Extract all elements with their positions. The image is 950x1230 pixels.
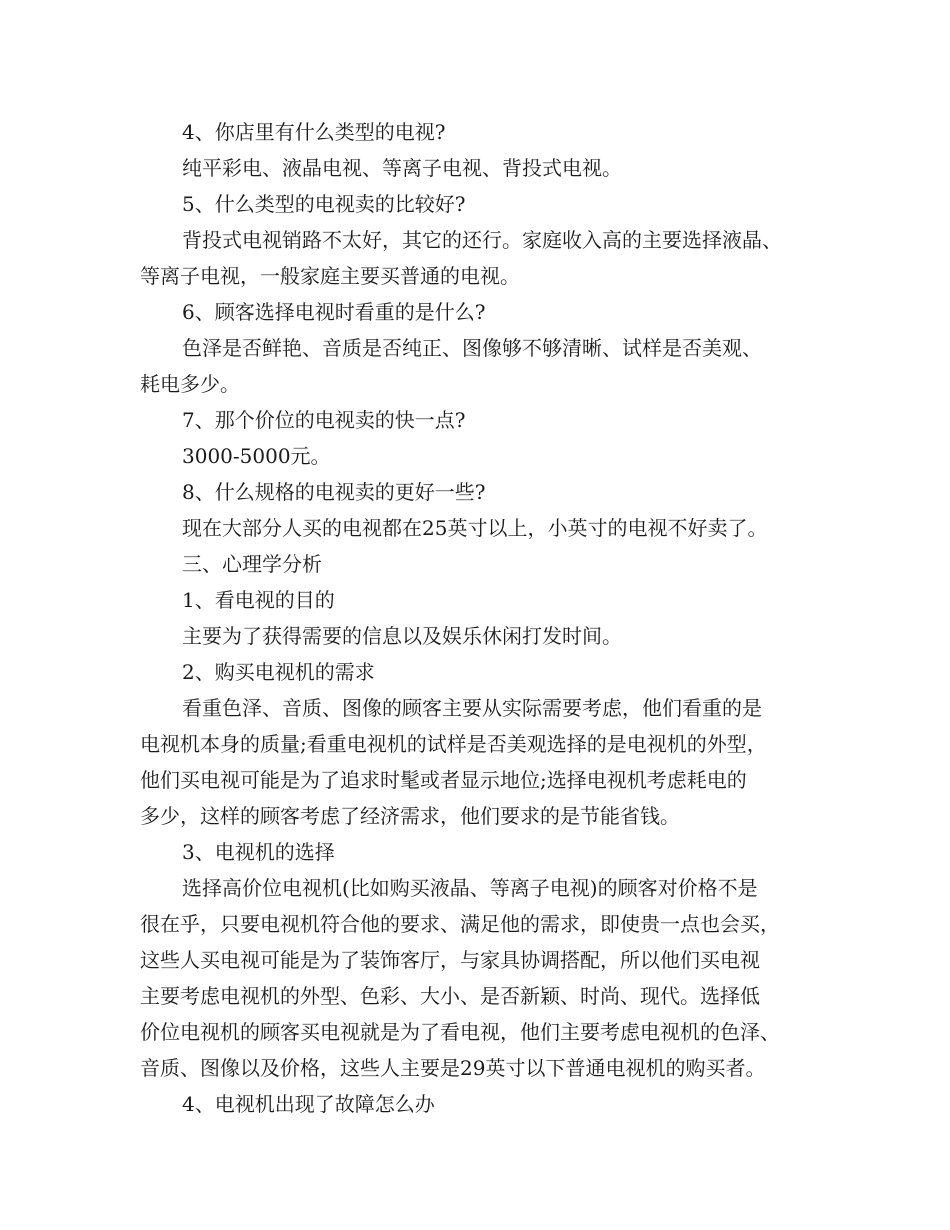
paragraph-3-line-3: 这些人买电视可能是为了装饰客厅，与家具协调搭配，所以他们买电视 <box>140 948 760 972</box>
paragraph-2-line-3: 他们买电视可能是为了追求时髦或者显示地位;选择电视机考虑耗电的 <box>140 768 747 792</box>
subheading-3: 3、电视机的选择 <box>182 840 335 864</box>
question-5: 5、什么类型的电视卖的比较好? <box>182 192 466 216</box>
subheading-4: 4、电视机出现了故障怎么办 <box>182 1092 435 1116</box>
subheading-2: 2、购买电视机的需求 <box>182 660 375 684</box>
paragraph-3-line-2: 很在乎，只要电视机符合他的要求、满足他的需求，即使贵一点也会买， <box>140 912 780 936</box>
question-7: 7、那个价位的电视卖的快一点? <box>182 408 466 432</box>
answer-7: 3000-5000元。 <box>182 444 331 468</box>
paragraph-3-line-1: 选择高价位电视机(比如购买液晶、等离子电视)的顾客对价格不是 <box>182 876 758 900</box>
answer-6-line-1: 色泽是否鲜艳、音质是否纯正、图像够不够清晰、试样是否美观、 <box>182 336 762 360</box>
answer-4: 纯平彩电、液晶电视、等离子电视、背投式电视。 <box>182 156 622 180</box>
answer-5-line-1: 背投式电视销路不太好，其它的还行。家庭收入高的主要选择液晶、 <box>182 228 782 252</box>
paragraph-3-line-6: 音质、图像以及价格，这些人主要是29英寸以下普通电视机的购买者。 <box>140 1056 766 1080</box>
paragraph-2-line-1: 看重色泽、音质、图像的顾客主要从实际需要考虑，他们看重的是 <box>182 696 762 720</box>
section-heading-psychology: 三、心理学分析 <box>182 552 322 576</box>
answer-6-line-2: 耗电多少。 <box>140 372 240 396</box>
question-4: 4、你店里有什么类型的电视? <box>182 120 446 144</box>
answer-8: 现在大部分人买的电视都在25英寸以上，小英寸的电视不好卖了。 <box>182 516 768 540</box>
subheading-1: 1、看电视的目的 <box>182 588 335 612</box>
question-6: 6、顾客选择电视时看重的是什么? <box>182 300 486 324</box>
paragraph-2-line-2: 电视机本身的质量;看重电视机的试样是否美观选择的是电视机的外型， <box>140 732 767 756</box>
paragraph-3-line-5: 价位电视机的顾客买电视就是为了看电视，他们主要考虑电视机的色泽、 <box>140 1020 780 1044</box>
paragraph-2-line-4: 多少，这样的顾客考虑了经济需求，他们要求的是节能省钱。 <box>140 804 680 828</box>
answer-5-line-2: 等离子电视，一般家庭主要买普通的电视。 <box>140 264 520 288</box>
paragraph-3-line-4: 主要考虑电视机的外型、色彩、大小、是否新颖、时尚、现代。选择低 <box>140 984 760 1008</box>
question-8: 8、什么规格的电视卖的更好一些? <box>182 480 486 504</box>
paragraph-1: 主要为了获得需要的信息以及娱乐休闲打发时间。 <box>182 624 622 648</box>
